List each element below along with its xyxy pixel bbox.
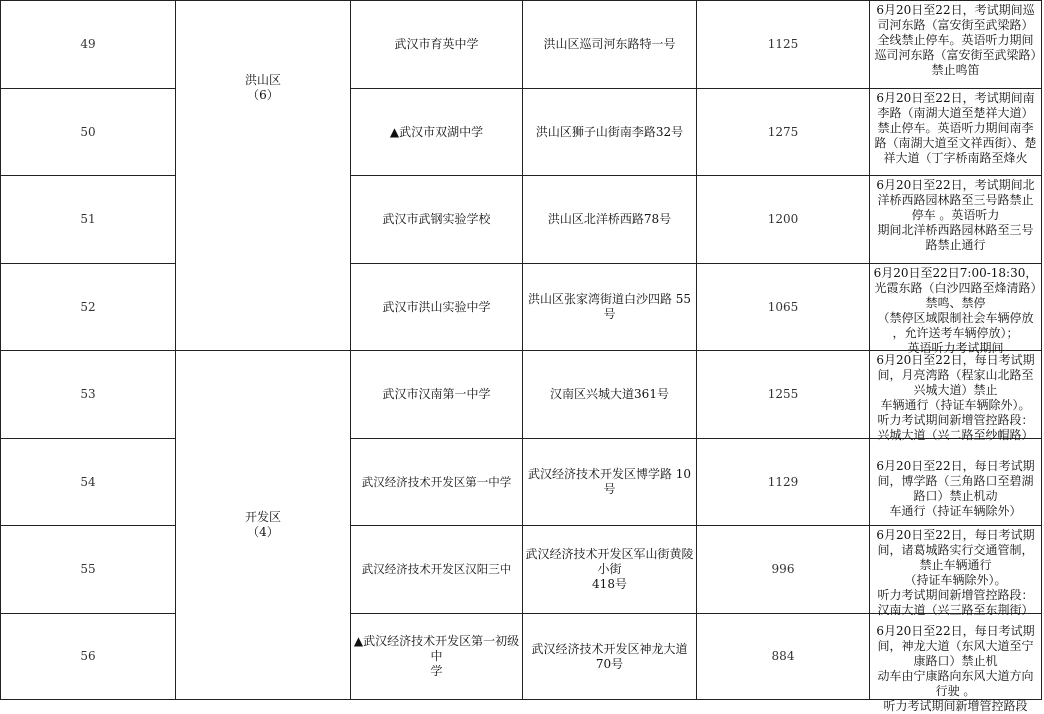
- row-number: 50: [1, 89, 176, 176]
- table-row: [1, 264, 1042, 351]
- table-row: [1, 176, 1042, 264]
- district-cell: [176, 1, 351, 351]
- school-name: 武汉市武钢实验学校: [351, 176, 523, 264]
- traffic-note-cell: [870, 526, 1042, 617]
- school-name: 武汉经济技术开发区汉阳三中: [351, 526, 523, 614]
- table-row: [1, 526, 1042, 614]
- traffic-note-cell: [870, 89, 1042, 176]
- table-row: [1, 351, 1042, 439]
- candidate-count: 1129: [697, 439, 870, 526]
- school-name: 武汉市洪山实验中学: [351, 264, 523, 351]
- candidate-count: 1065: [697, 264, 870, 351]
- candidate-count: 1275: [697, 89, 870, 176]
- row-number: 49: [1, 1, 176, 89]
- district-label: 开发区 （4）: [244, 510, 281, 539]
- row-number: 56: [1, 614, 176, 700]
- candidate-count: 996: [697, 526, 870, 614]
- district-cell: [176, 351, 351, 700]
- candidate-count: 1125: [697, 1, 870, 89]
- traffic-note: 6月20日至22日，考试期间北洋桥西路园林路至三号路禁止停车 。英语听力 期间北洋桥西路园林路至三号路禁止通行: [876, 178, 1035, 252]
- candidate-count: 1200: [697, 176, 870, 264]
- school-address: 武汉经济技术开发区神龙大道 70号: [523, 614, 697, 700]
- school-name: 武汉经济技术开发区第一中学: [351, 439, 523, 526]
- traffic-note: 6月20日至22日，每日考试期间，月亮湾路（程家山北路至兴城大道）禁止 车辆通行（持证车辆除外）。 听力考试期间新增管控路段：兴城大道（兴二路至纱帽路）: [876, 353, 1035, 442]
- traffic-note-cell: [870, 176, 1042, 264]
- row-number: 52: [1, 264, 176, 351]
- school-name: 武汉市育英中学: [351, 1, 523, 89]
- traffic-note: 6月20日至22日，每日考试期间，神龙大道（东风大道至宁康路口）禁止机 动车由宁康路向东风大道方向行驶 。 听力考试期间新增管控路段: [876, 624, 1035, 713]
- traffic-note-cell: [870, 614, 1042, 713]
- school-address: 洪山区巡司河东路特一号: [523, 1, 697, 89]
- traffic-note-cell: [870, 264, 1042, 355]
- school-address: 汉南区兴城大道361号: [523, 351, 697, 439]
- table-row: [1, 439, 1042, 526]
- traffic-note: 6月20日至22日，考试期间巡司河东路（富安街至武梁路）全线禁止停车。英语听力期间巡司河东路（富安街至武梁路）禁止鸣笛: [874, 3, 1037, 77]
- traffic-note: 6月20日至22日，每日考试期间，诸葛城路实行交通管制，禁止车辆通行 （持证车辆除外）。 听力考试期间新增管控路段：汉南大道（兴三路至东荆街）: [876, 528, 1035, 617]
- school-address: 洪山区狮子山街南李路32号: [523, 89, 697, 176]
- school-name: ▲武汉经济技术开发区第一初级中 学: [351, 614, 523, 700]
- school-address: 洪山区张家湾街道白沙四路 55号: [523, 264, 697, 351]
- candidate-count: 1255: [697, 351, 870, 439]
- table-row: [1, 89, 1042, 176]
- traffic-note-cell: [870, 439, 1042, 526]
- row-number: 55: [1, 526, 176, 614]
- traffic-note: 6月20日至22日，每日考试期间，博学路（三角路口至碧湖路口）禁止机动 车通行（持证车辆除外）: [876, 459, 1035, 518]
- school-address: 洪山区北洋桥西路78号: [523, 176, 697, 264]
- table-row: [1, 614, 1042, 700]
- school-address: 武汉经济技术开发区博学路 10号: [523, 439, 697, 526]
- candidate-count: 884: [697, 614, 870, 700]
- traffic-note-cell: [870, 1, 1042, 89]
- district-label: 洪山区 （6）: [244, 73, 281, 102]
- row-number: 51: [1, 176, 176, 264]
- traffic-note-cell: [870, 351, 1042, 442]
- traffic-note: 6月20日至22日，考试期间南李路（南湖大道至楚祥大道）禁止停车。英语听力期间南李路（南湖大道至文祥西街）、楚祥大道（丁字桥南路至烽火: [874, 91, 1037, 165]
- school-address: 武汉经济技术开发区军山街黄陵小街 418号: [523, 526, 697, 614]
- row-number: 54: [1, 439, 176, 526]
- school-name: 武汉市汉南第一中学: [351, 351, 523, 439]
- school-name: ▲武汉市双湖中学: [351, 89, 523, 176]
- traffic-note: 6月20日至22日7:00-18:30，光霞东路（白沙四路至烽清路）禁鸣、禁停 （禁停区域限制社会车辆停放 ，允许送考车辆停放）； 英语听力考试期间: [873, 266, 1038, 355]
- row-number: 53: [1, 351, 176, 439]
- table-row: [1, 1, 1042, 89]
